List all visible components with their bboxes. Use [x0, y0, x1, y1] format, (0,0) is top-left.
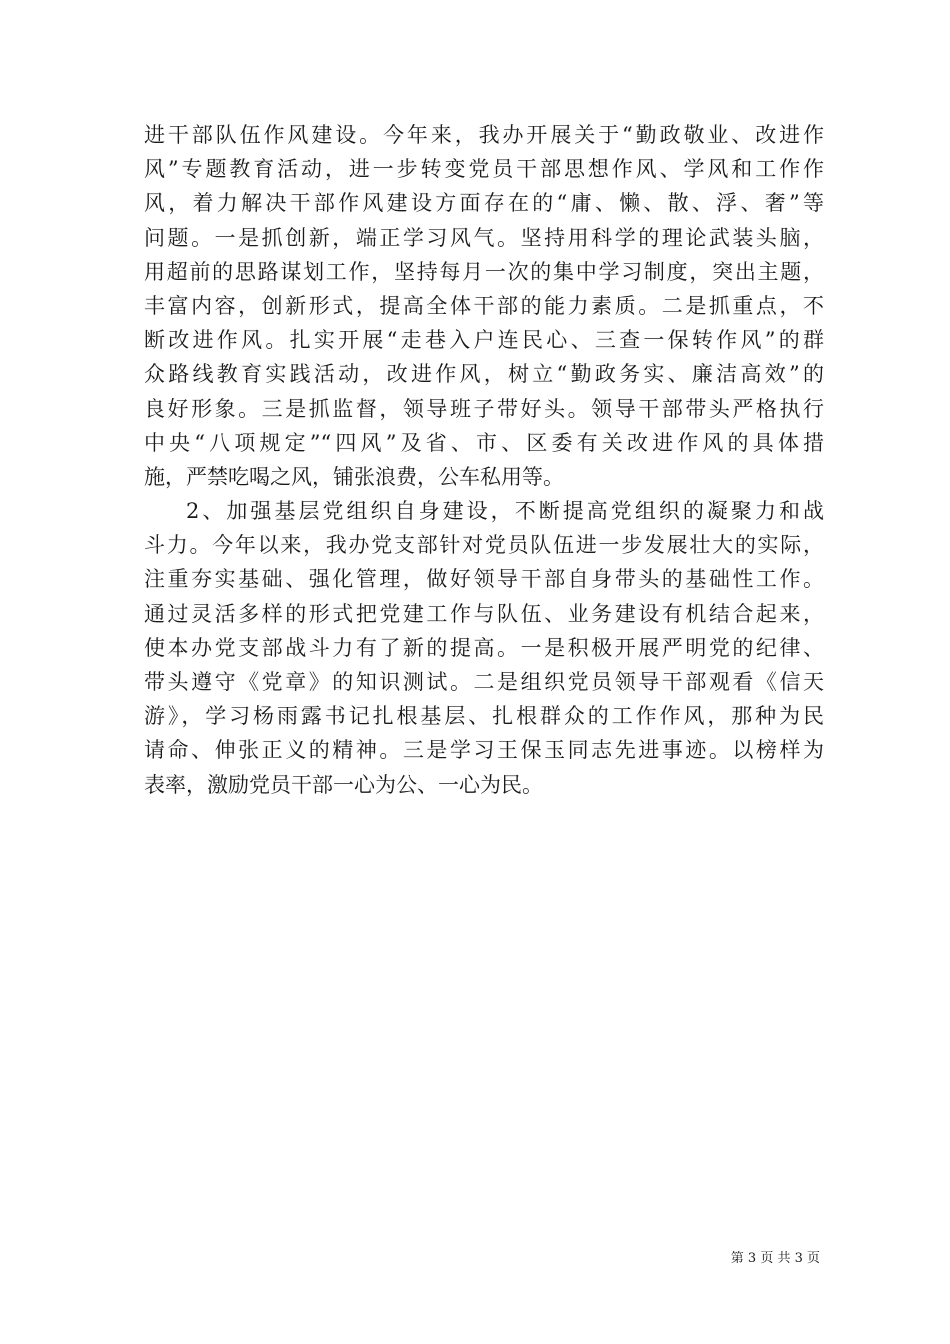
text-line: 施，严禁吃喝之风，铺张浪费，公车私用等。 [144, 464, 564, 489]
text-line: 注重夯实基础、强化管理，做好领导干部自身带头的基础性工作。 [144, 567, 824, 592]
text-line: 带头遵守《党章》的知识测试。二是组织党员领导干部观看《信天 [144, 670, 824, 694]
text-line: 请命、伸张正义的精神。三是学习王保玉同志先进事迹。以榜样为 [144, 738, 824, 763]
text-line: 风”专题教育活动，进一步转变党员干部思想作风、学风和工作作 [144, 157, 824, 182]
text-line: 问题。一是抓创新，端正学习风气。坚持用科学的理论武装头脑， [144, 225, 824, 250]
page-number-footer: 第 3 页 共 3 页 [730, 1251, 820, 1266]
text-line: 断改进作风。扎实开展“走巷入户连民心、三查一保转作风”的群 [144, 328, 824, 353]
text-line: 风，着力解决干部作风建设方面存在的“庸、懒、散、浮、奢”等 [144, 191, 824, 216]
text-line: 通过灵活多样的形式把党建工作与队伍、业务建设有机结合起来， [144, 601, 824, 626]
text-line: 斗力。今年以来，我办党支部针对党员队伍进一步发展壮大的实际， [144, 533, 824, 558]
text-line: 游》，学习杨雨露书记扎根基层、扎根群众的工作作风，那种为民 [144, 704, 824, 729]
paragraph-1 [144, 118, 824, 494]
text-line: 用超前的思路谋划工作，坚持每月一次的集中学习制度，突出主题， [144, 259, 824, 284]
text-line: 2、加强基层党组织自身建设，不断提高党组织的凝聚力和战 [186, 499, 824, 524]
text-line: 表率，激励党员干部一心为公、一心为民。 [144, 772, 543, 797]
text-line: 丰富内容，创新形式，提高全体干部的能力素质。二是抓重点，不 [144, 293, 824, 318]
document-body [144, 118, 824, 802]
text-line: 中央“八项规定”“四风”及省、市、区委有关改进作风的具体措 [144, 430, 824, 455]
text-line: 进干部队伍作风建设。今年来，我办开展关于“勤政敬业、改进作 [144, 123, 824, 147]
text-line: 使本办党支部战斗力有了新的提高。一是积极开展严明党的纪律、 [144, 635, 824, 660]
text-line: 众路线教育实践活动，改进作风，树立“勤政务实、廉洁高效”的 [144, 362, 824, 387]
paragraph-2 [144, 494, 824, 802]
text-line: 良好形象。三是抓监督，领导班子带好头。领导干部带头严格执行 [144, 396, 824, 421]
